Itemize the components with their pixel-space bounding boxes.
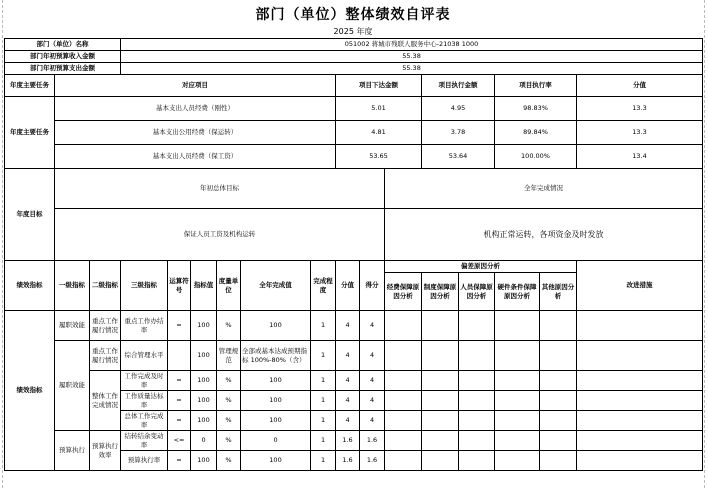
perf-l1: 履职效能	[55, 341, 90, 431]
perf-unit: %	[217, 371, 241, 391]
perf-header-operator: 运算符号	[168, 261, 191, 311]
dev-col-system: 制度保障原因分析	[422, 273, 459, 311]
perf-val: 4	[336, 341, 360, 371]
perf-side-label: 绩效指标	[5, 311, 55, 471]
perf-score: 1.6	[360, 431, 385, 451]
perf-l3: 工作质量达标率	[121, 391, 168, 411]
perf-target: 100	[191, 371, 217, 391]
perf-actual: 0	[241, 431, 311, 451]
perf-l2: 重点工作履行情况	[90, 341, 121, 371]
task-value: 13.3	[577, 121, 703, 145]
perf-val: 4	[336, 411, 360, 431]
perf-score: 4	[360, 341, 385, 371]
task-rate: 100.00%	[495, 145, 577, 169]
perf-l3: 重点工作办结率	[121, 311, 168, 341]
perf-unit: %	[217, 451, 241, 471]
perf-header-score: 得分	[360, 261, 385, 311]
perf-target: 100	[191, 411, 217, 431]
dept-name-label: 部门（单位）名称	[5, 39, 121, 51]
expense-value: 55.38	[121, 63, 703, 75]
perf-comp: 1	[311, 431, 336, 451]
dev-cell	[540, 311, 577, 341]
perf-val: 4	[336, 371, 360, 391]
task-executed: 3.78	[422, 121, 495, 145]
perf-header-level3: 三级指标	[121, 261, 168, 311]
improve-cell	[577, 451, 703, 471]
task-issued: 5.01	[336, 97, 422, 121]
dev-col-funding: 经费保障原因分析	[385, 273, 422, 311]
dev-col-staff: 人员保障原因分析	[459, 273, 495, 311]
perf-unit: %	[217, 431, 241, 451]
dept-name-value: 051002 蒋城市残联人服务中心-21038 1000	[121, 39, 703, 51]
dev-cell	[540, 371, 577, 391]
dev-cell	[459, 391, 495, 411]
task-value: 13.4	[577, 145, 703, 169]
perf-unit: %	[217, 391, 241, 411]
dev-cell	[422, 311, 459, 341]
tasks-header-project: 对应项目	[55, 75, 336, 97]
perf-header-score-value: 分值	[336, 261, 360, 311]
dev-cell	[385, 451, 422, 471]
dev-cell	[495, 371, 540, 391]
dev-col-hardware: 硬件条件保障原因分析	[495, 273, 540, 311]
perf-actual: 100	[241, 451, 311, 471]
dev-cell	[385, 341, 422, 371]
improve-cell	[577, 371, 703, 391]
perf-header-actual: 全年完成值	[241, 261, 311, 311]
perf-val: 1.6	[336, 431, 360, 451]
task-project: 基本支出公用经费（保运转）	[55, 121, 336, 145]
perf-l3: 预算执行率	[121, 451, 168, 471]
dev-cell	[495, 431, 540, 451]
perf-comp: 1	[311, 411, 336, 431]
dev-cell	[385, 391, 422, 411]
dev-cell	[385, 371, 422, 391]
perf-actual: 100	[241, 371, 311, 391]
perf-l3: 工作完成及时率	[121, 371, 168, 391]
page-break-right	[704, 0, 705, 488]
perf-score: 4	[360, 391, 385, 411]
dev-cell	[459, 431, 495, 451]
perf-op: =	[168, 411, 191, 431]
year-label: 2025 年度	[333, 27, 373, 36]
task-issued: 4.81	[336, 121, 422, 145]
perf-actual: 100	[241, 411, 311, 431]
page-title: 部门（单位）整体绩效自评表	[255, 7, 451, 23]
perf-header-improve: 改进措施	[577, 261, 703, 311]
perf-comp: 1	[311, 371, 336, 391]
perf-target: 100	[191, 391, 217, 411]
perf-comp: 1	[311, 341, 336, 371]
page-break-left	[2, 0, 3, 488]
perf-val: 4	[336, 391, 360, 411]
perf-comp: 1	[311, 311, 336, 341]
dev-cell	[385, 311, 422, 341]
tasks-side-label-top: 年度主要任务	[5, 75, 55, 97]
perf-l1: 履职效能	[55, 311, 90, 341]
improve-cell	[577, 411, 703, 431]
dev-cell	[459, 411, 495, 431]
perf-val: 4	[336, 311, 360, 341]
task-rate: 89.84%	[495, 121, 577, 145]
improve-cell	[577, 311, 703, 341]
dev-cell	[540, 411, 577, 431]
dev-cell	[422, 341, 459, 371]
dev-col-other: 其他原因分析	[540, 273, 577, 311]
perf-header-level2: 二级指标	[90, 261, 121, 311]
completion-text: 机构正常运转，各项资金及时发放	[385, 209, 703, 261]
perf-l1: 预算执行	[55, 431, 90, 471]
income-label: 部门年初预算收入金额	[5, 51, 121, 63]
perf-header-deviation: 偏差原因分析	[385, 261, 577, 273]
perf-l3: 总体工作完成率	[121, 411, 168, 431]
perf-actual: 全部或基本达成预期指标 100%-80%（含）	[241, 341, 311, 371]
dev-cell	[495, 341, 540, 371]
dev-cell	[422, 431, 459, 451]
perf-target: 0	[191, 431, 217, 451]
task-project: 基本支出人员经费（刚性）	[55, 97, 336, 121]
perf-unit: %	[217, 411, 241, 431]
perf-actual: 100	[241, 391, 311, 411]
perf-unit: 管理规范	[217, 341, 241, 371]
perf-score: 1.6	[360, 451, 385, 471]
perf-val: 1.6	[336, 451, 360, 471]
perf-header-completion: 完成程度	[311, 261, 336, 311]
improve-cell	[577, 431, 703, 451]
dev-cell	[459, 341, 495, 371]
tasks-header-issued: 项目下达金额	[336, 75, 422, 97]
dev-cell	[540, 451, 577, 471]
perf-target: 100	[191, 341, 217, 371]
dev-cell	[540, 431, 577, 451]
dev-cell	[495, 451, 540, 471]
perf-op: =	[168, 451, 191, 471]
dev-cell	[422, 411, 459, 431]
dev-cell	[422, 371, 459, 391]
perf-score: 4	[360, 311, 385, 341]
tasks-header-rate: 项目执行率	[495, 75, 577, 97]
perf-l2: 重点工作履行情况	[90, 311, 121, 341]
perf-comp: 1	[311, 391, 336, 411]
dev-cell	[422, 391, 459, 411]
tasks-side-label: 年度主要任务	[5, 97, 55, 169]
income-value: 55.38	[121, 51, 703, 63]
perf-label-header: 绩效指标	[5, 261, 55, 311]
perf-op: =	[168, 371, 191, 391]
dev-cell	[495, 391, 540, 411]
tasks-header-executed: 项目执行金额	[422, 75, 495, 97]
annual-goal-header: 年初总体目标	[55, 169, 385, 209]
perf-unit: %	[217, 311, 241, 341]
tasks-header-value: 分值	[577, 75, 703, 97]
improve-cell	[577, 391, 703, 411]
task-project: 基本支出人员经费（保工资）	[55, 145, 336, 169]
dev-cell	[459, 311, 495, 341]
expense-label: 部门年初预算支出金额	[5, 63, 121, 75]
dev-cell	[422, 451, 459, 471]
perf-op: =	[168, 311, 191, 341]
dev-cell	[540, 391, 577, 411]
dev-cell	[385, 411, 422, 431]
perf-l3: 结转结余变动率	[121, 431, 168, 451]
perf-header-unit: 度量单位	[217, 261, 241, 311]
dev-cell	[459, 371, 495, 391]
dev-cell	[495, 411, 540, 431]
perf-actual: 100	[241, 311, 311, 341]
perf-op	[168, 341, 191, 371]
goals-label: 年度目标	[5, 169, 55, 261]
perf-l3: 综合管理水平	[121, 341, 168, 371]
completion-header: 全年完成情况	[385, 169, 703, 209]
improve-cell	[577, 341, 703, 371]
dev-cell	[459, 451, 495, 471]
task-rate: 98.83%	[495, 97, 577, 121]
perf-header-target: 指标值	[191, 261, 217, 311]
perf-op: =	[168, 391, 191, 411]
dev-cell	[385, 431, 422, 451]
task-value: 13.3	[577, 97, 703, 121]
perf-l2: 整体工作完成情况	[90, 371, 121, 431]
task-issued: 53.65	[336, 145, 422, 169]
evaluation-table	[4, 38, 703, 471]
perf-score: 4	[360, 411, 385, 431]
annual-goal-text: 保证人员工资及机构运转	[55, 209, 385, 261]
perf-score: 4	[360, 371, 385, 391]
perf-comp: 1	[311, 451, 336, 471]
perf-op: <=	[168, 431, 191, 451]
perf-l2: 预算执行效率	[90, 431, 121, 471]
perf-target: 100	[191, 311, 217, 341]
evaluation-sheet	[4, 0, 702, 488]
task-executed: 4.95	[422, 97, 495, 121]
dev-cell	[495, 311, 540, 341]
perf-target: 100	[191, 451, 217, 471]
perf-header-level1: 一级指标	[55, 261, 90, 311]
dev-cell	[540, 341, 577, 371]
task-executed: 53.64	[422, 145, 495, 169]
